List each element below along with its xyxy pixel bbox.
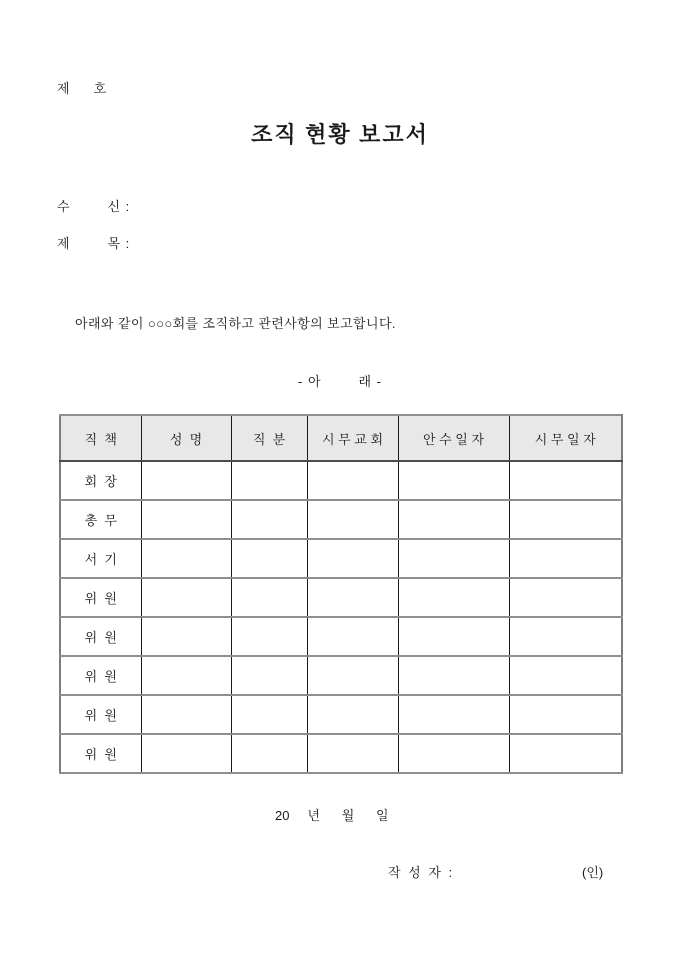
table-cell-empty: [398, 734, 509, 773]
table-row: [60, 695, 622, 734]
author-label: 작 성 자 :: [388, 865, 455, 880]
row-position-label: 회 장: [60, 461, 141, 500]
table-cell-empty: [231, 617, 307, 656]
table-row: [60, 539, 622, 578]
table-cell-empty: [231, 734, 307, 773]
below-marker: - 아 래 -: [298, 374, 382, 389]
table-cell-empty: [231, 695, 307, 734]
table-cell-empty: [509, 578, 622, 617]
table-cell-empty: [141, 539, 231, 578]
document-number-label: 제 호: [57, 81, 108, 96]
table-cell-empty: [398, 656, 509, 695]
row-position-label: 위 원: [60, 578, 141, 617]
table-cell-empty: [509, 734, 622, 773]
table-row: [60, 578, 622, 617]
subject-label: 제 목 :: [57, 236, 131, 251]
table-row: [60, 617, 622, 656]
table-cell-empty: [398, 461, 509, 500]
table-cell-empty: [231, 656, 307, 695]
row-position-label: 위 원: [60, 617, 141, 656]
table-cell-empty: [141, 500, 231, 539]
page-title: 조직 현황 보고서: [251, 122, 429, 147]
header-serving-church: 시 무 교 회: [307, 415, 398, 461]
table-cell-empty: [307, 500, 398, 539]
table-row: [60, 734, 622, 773]
table-cell-empty: [398, 539, 509, 578]
organization-table: [59, 414, 623, 774]
table-cell-empty: [509, 656, 622, 695]
table-cell-empty: [509, 500, 622, 539]
row-position-label: 서 기: [60, 539, 141, 578]
table-cell-empty: [509, 617, 622, 656]
table-cell-empty: [398, 500, 509, 539]
table-cell-empty: [509, 695, 622, 734]
table-cell-empty: [231, 539, 307, 578]
table-cell-empty: [231, 578, 307, 617]
table-cell-empty: [141, 617, 231, 656]
table-cell-empty: [141, 695, 231, 734]
seal-label: (인): [582, 865, 604, 880]
header-position: 직 책: [60, 415, 141, 461]
table-cell-empty: [307, 539, 398, 578]
row-position-label: 위 원: [60, 695, 141, 734]
table-cell-empty: [398, 617, 509, 656]
table-cell-empty: [141, 578, 231, 617]
table-cell-empty: [398, 578, 509, 617]
table-row: [60, 500, 622, 539]
table-cell-empty: [141, 461, 231, 500]
table-cell-empty: [398, 695, 509, 734]
table-cell-empty: [307, 695, 398, 734]
date-line: 20 년 월 일: [275, 808, 389, 823]
table-cell-empty: [307, 656, 398, 695]
table-cell-empty: [307, 578, 398, 617]
table-header-row: [60, 415, 622, 461]
table-cell-empty: [231, 461, 307, 500]
header-service-date: 시 무 일 자: [509, 415, 622, 461]
table-row: [60, 656, 622, 695]
header-name: 성 명: [141, 415, 231, 461]
row-position-label: 위 원: [60, 734, 141, 773]
row-position-label: 위 원: [60, 656, 141, 695]
header-duty: 직 분: [231, 415, 307, 461]
body-text: 아래와 같이 ○○○회를 조직하고 관련사항의 보고합니다.: [75, 316, 396, 331]
row-position-label: 총 무: [60, 500, 141, 539]
header-ordination-date: 안 수 일 자: [398, 415, 509, 461]
table-cell-empty: [307, 461, 398, 500]
table-cell-empty: [141, 734, 231, 773]
table-cell-empty: [307, 734, 398, 773]
recipient-label: 수 신 :: [57, 199, 131, 214]
table-cell-empty: [307, 617, 398, 656]
table-cell-empty: [231, 500, 307, 539]
table-cell-empty: [141, 656, 231, 695]
table-row: [60, 461, 622, 500]
table-cell-empty: [509, 461, 622, 500]
table-cell-empty: [509, 539, 622, 578]
